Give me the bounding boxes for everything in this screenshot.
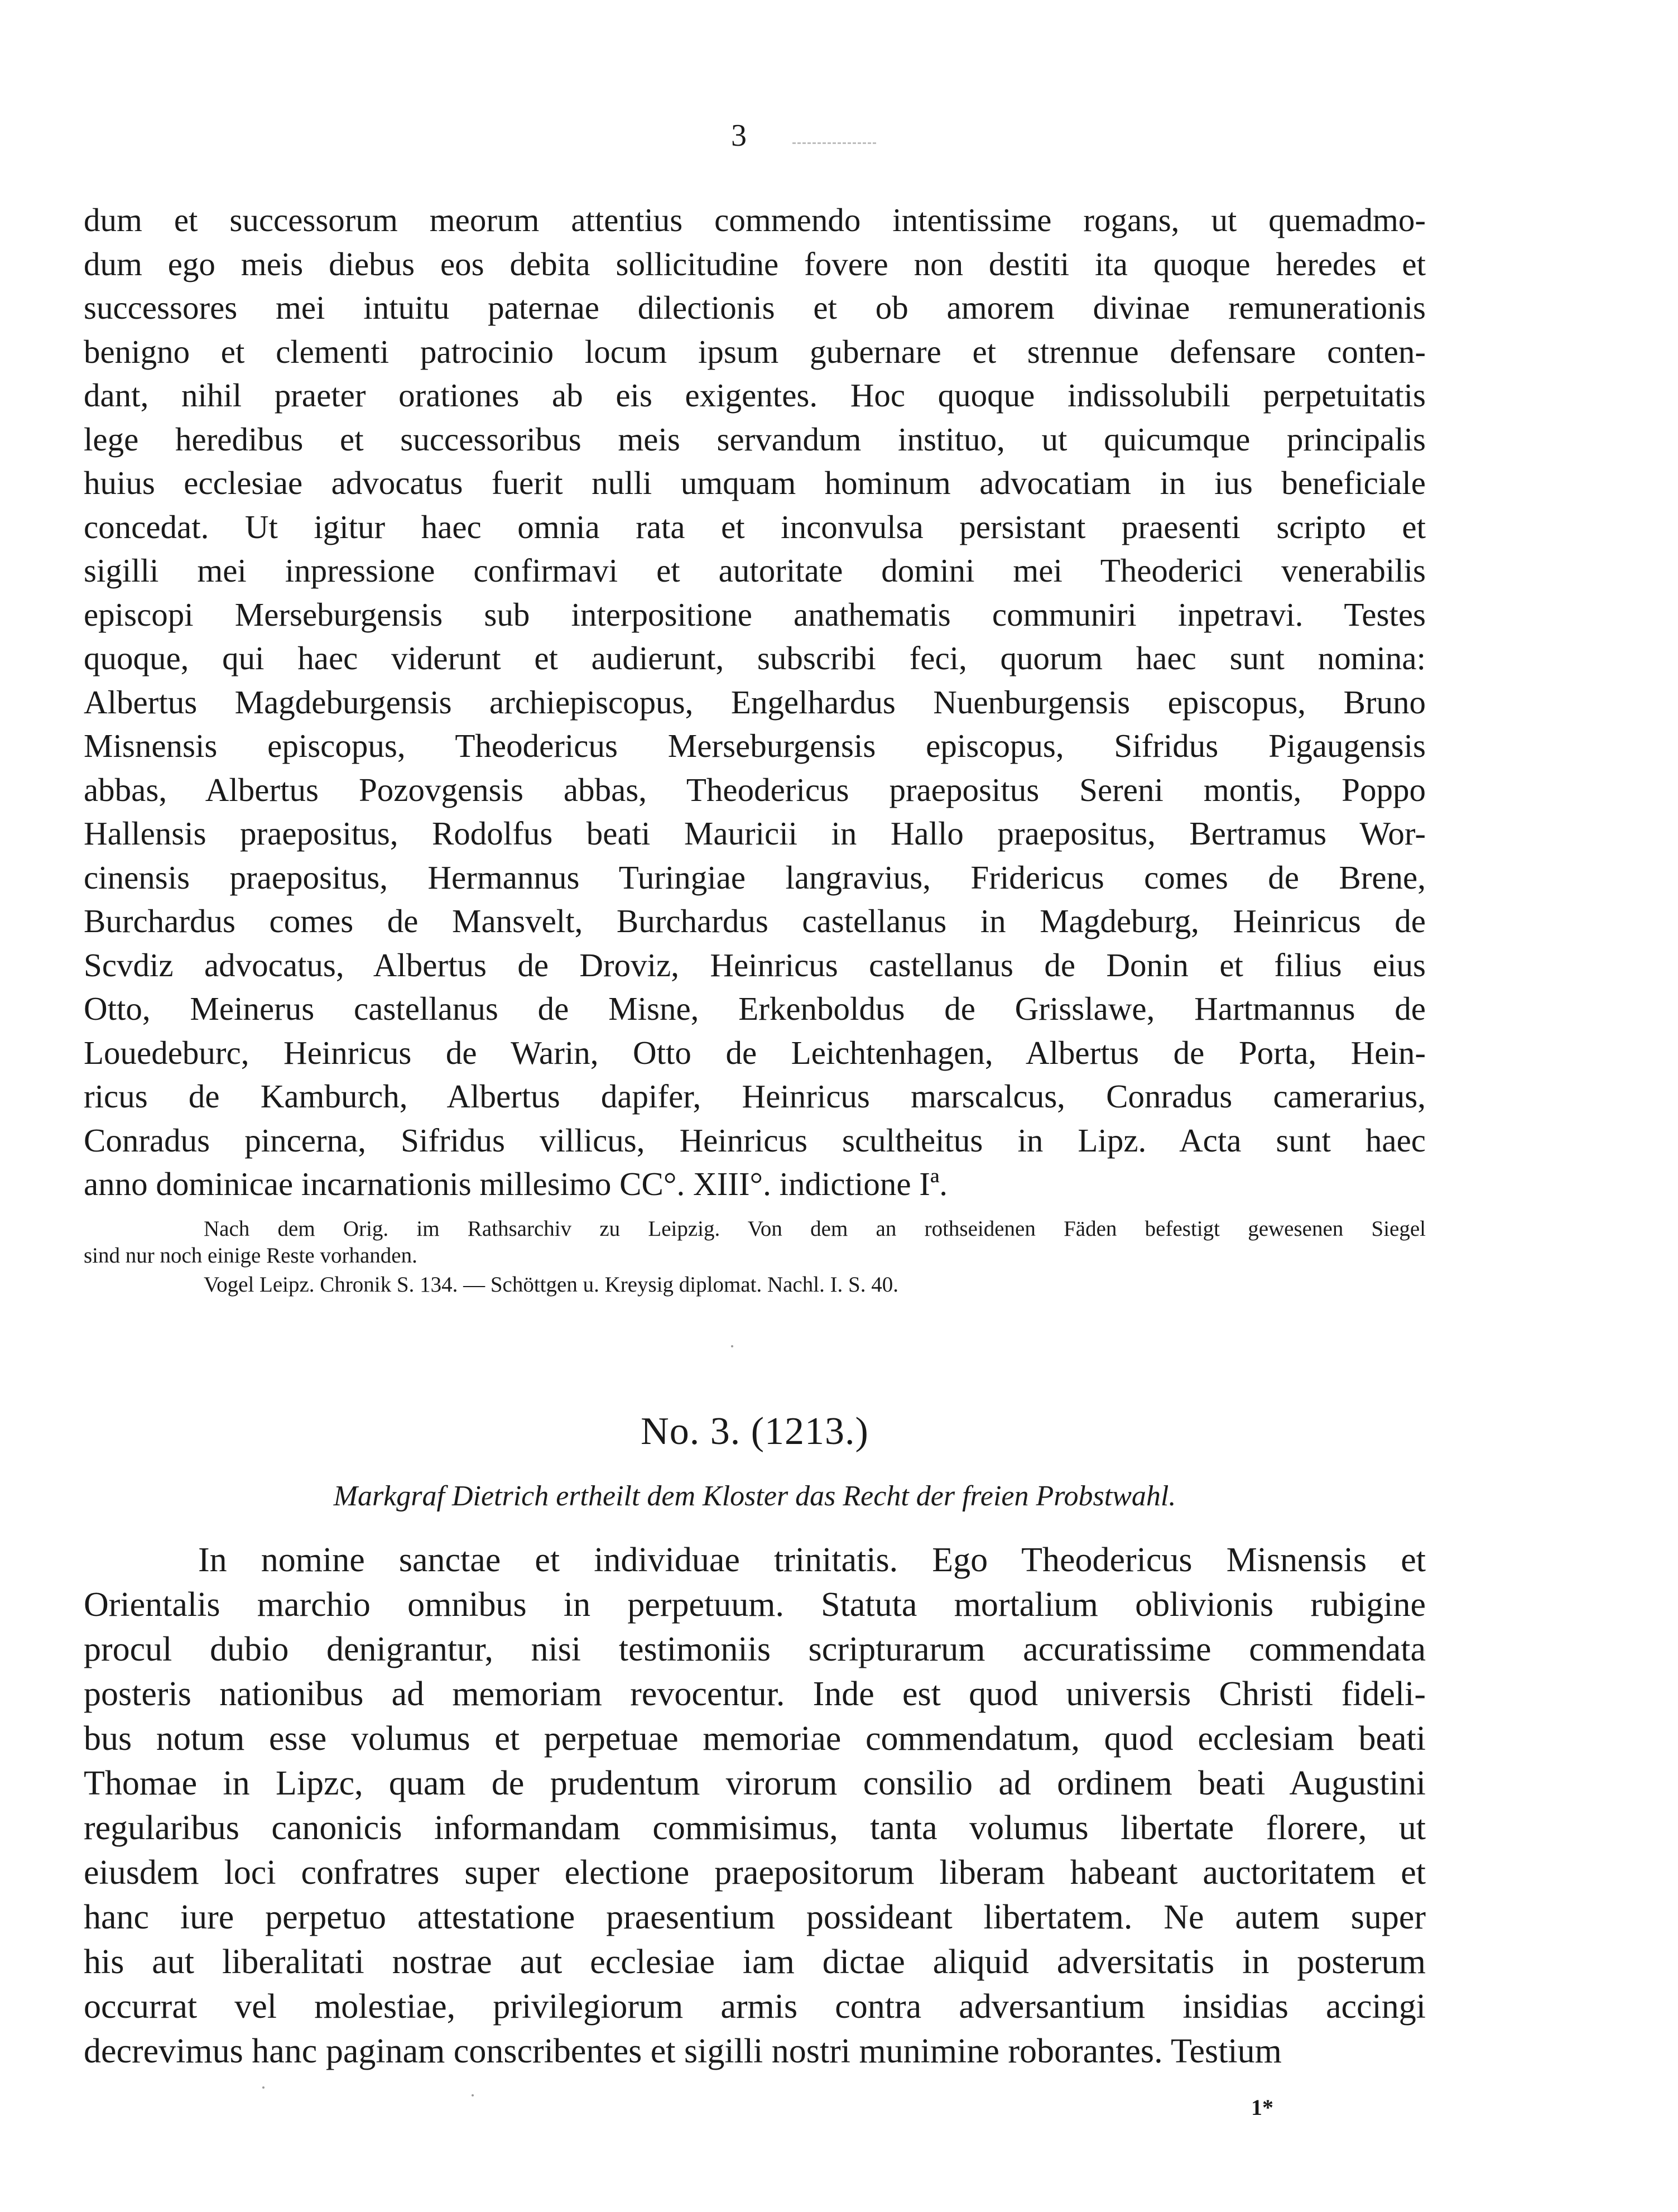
text-line: huius ecclesiae advocatus fuerit nulli umquam hominum advocatiam in ius beneficiale — [84, 464, 1426, 501]
text-line: cinensis praepositus, Hermannus Turingiae langravius, Fridericus comes de Brene, — [84, 858, 1426, 896]
text-line: dum et successorum meorum attentius commendo intentissime rogans, ut quemadmo- — [84, 201, 1426, 238]
text-line: abbas, Albertus Pozovgensis abbas, Theodericus praepositus Sereni montis, Poppo — [84, 771, 1426, 808]
scan-speck — [262, 2086, 265, 2089]
continuation-paragraph — [84, 198, 1426, 1206]
text-line: decrevimus hanc paginam conscribentes et sigilli nostri munimine roborantes. Testium — [84, 2032, 1282, 2070]
text-line: anno dominicae incarnationis millesimo CC°. XIII°. indictione Iª. — [84, 1165, 948, 1202]
text-line: bus notum esse volumus et perpetuae memoriae commendatum, quod ecclesiam beati — [84, 1720, 1426, 1758]
document-heading: No. 3. (1213.) — [641, 1410, 869, 1453]
document-text — [84, 1538, 1426, 2074]
text-line: Albertus Magdeburgensis archiepiscopus, Engelhardus Nuenburgensis episcopus, Bruno — [84, 683, 1426, 721]
text-line: ricus de Kamburch, Albertus dapifer, Heinricus marscalcus, Conradus camerarius, — [84, 1078, 1426, 1115]
text-line: Thomae in Lipzc, quam de prudentum virorum consilio ad ordinem beati Augustini — [84, 1764, 1426, 1802]
text-line: posteris nationibus ad memoriam revocentur. Inde est quod universis Christi fideli- — [84, 1675, 1426, 1713]
text-line: dum ego meis diebus eos debita sollicitudine fovere non destiti ita quoque heredes et — [84, 245, 1426, 282]
text-line: In nomine sanctae et individuae trinitatis. Ego Theodericus Misnensis et — [198, 1541, 1426, 1579]
text-line: regularibus canonicis informandam commisimus, tanta volumus libertate florere, ut — [84, 1809, 1426, 1847]
text-line: Scvdiz advocatus, Albertus de Droviz, Heinricus castellanus de Donin et filius eius — [84, 946, 1426, 983]
text-line: concedat. Ut igitur haec omnia rata et inconvulsa persistant praesenti scripto et — [84, 508, 1426, 545]
source-note-line-2: sind nur noch einige Reste vorhanden. — [84, 1244, 417, 1268]
text-line: Otto, Meinerus castellanus de Misne, Erkenboldus de Grisslawe, Hartmannus de — [84, 990, 1426, 1027]
text-line: Conradus pincerna, Sifridus villicus, Heinricus scultheitus in Lipz. Acta sunt haec — [84, 1121, 1426, 1159]
text-line: Louedeburc, Heinricus de Warin, Otto de Leichtenhagen, Albertus de Porta, Hein- — [84, 1034, 1426, 1071]
text-line: quoque, qui haec viderunt et audierunt, subscribi feci, quorum haec sunt nomina: — [84, 640, 1426, 676]
text-line: procul dubio denigrantur, nisi testimoniis scripturarum accuratissime commendata — [84, 1630, 1426, 1668]
scan-speck — [731, 1345, 733, 1347]
folio-signature: 1* — [1251, 2095, 1273, 2120]
document-subtitle: Markgraf Dietrich ertheilt dem Kloster das Recht der freien Probstwahl. — [333, 1480, 1176, 1512]
source-note-line-1: Nach dem Orig. im Rathsarchiv zu Leipzig. Von dem an rothseidenen Fäden befestigt gewesenen Siegel — [204, 1217, 1426, 1241]
text-line: sigilli mei inpressione confirmavi et autoritate domini mei Theoderici venerabilis — [84, 552, 1426, 589]
source-note — [84, 1216, 1426, 1269]
text-line: Orientalis marchio omnibus in perpetuum. Statuta mortalium oblivionis rubigine — [84, 1586, 1426, 1624]
text-line: Burchardus comes de Mansvelt, Burchardus castellanus in Magdeburg, Heinricus de — [84, 903, 1426, 939]
text-line: dant, nihil praeter orationes ab eis exigentes. Hoc quoque indissolubili perpetuitatis — [84, 377, 1426, 414]
scan-speck — [472, 2094, 474, 2096]
text-line: occurrat vel molestiae, privilegiorum armis contra adversantium insidias accingi — [84, 1988, 1426, 2026]
text-line: his aut liberalitati nostrae aut ecclesiae iam dictae aliquid adversitatis in posterum — [84, 1943, 1426, 1981]
text-line: episcopi Merseburgensis sub interpositione anathematis communiri inpetravi. Testes — [84, 596, 1426, 633]
text-line: benigno et clementi patrocinio locum ipsum gubernare et strennue defensare conten- — [84, 333, 1426, 370]
page-number: 3 — [731, 118, 747, 153]
text-line: eiusdem loci confratres super electione praepositorum liberam habeant auctoritatem et — [84, 1854, 1426, 1892]
text-line: Hallensis praepositus, Rodolfus beati Mauricii in Hallo praepositus, Bertramus Wor- — [84, 815, 1426, 852]
text-line: lege heredibus et successoribus meis servandum instituo, ut quicumque principalis — [84, 420, 1426, 458]
bibliographic-reference: Vogel Leipz. Chronik S. 134. — Schöttgen u. Kreysig diplomat. Nachl. I. S. 40. — [204, 1273, 898, 1297]
text-line: Misnensis episcopus, Theodericus Merseburgensis episcopus, Sifridus Pigaugensis — [84, 727, 1426, 764]
header-rule — [792, 142, 876, 144]
text-line: successores mei intuitu paternae dilectionis et ob amorem divinae remunerationis — [84, 289, 1426, 326]
text-line: hanc iure perpetuo attestatione praesentium possideant libertatem. Ne autem super — [84, 1898, 1426, 1936]
